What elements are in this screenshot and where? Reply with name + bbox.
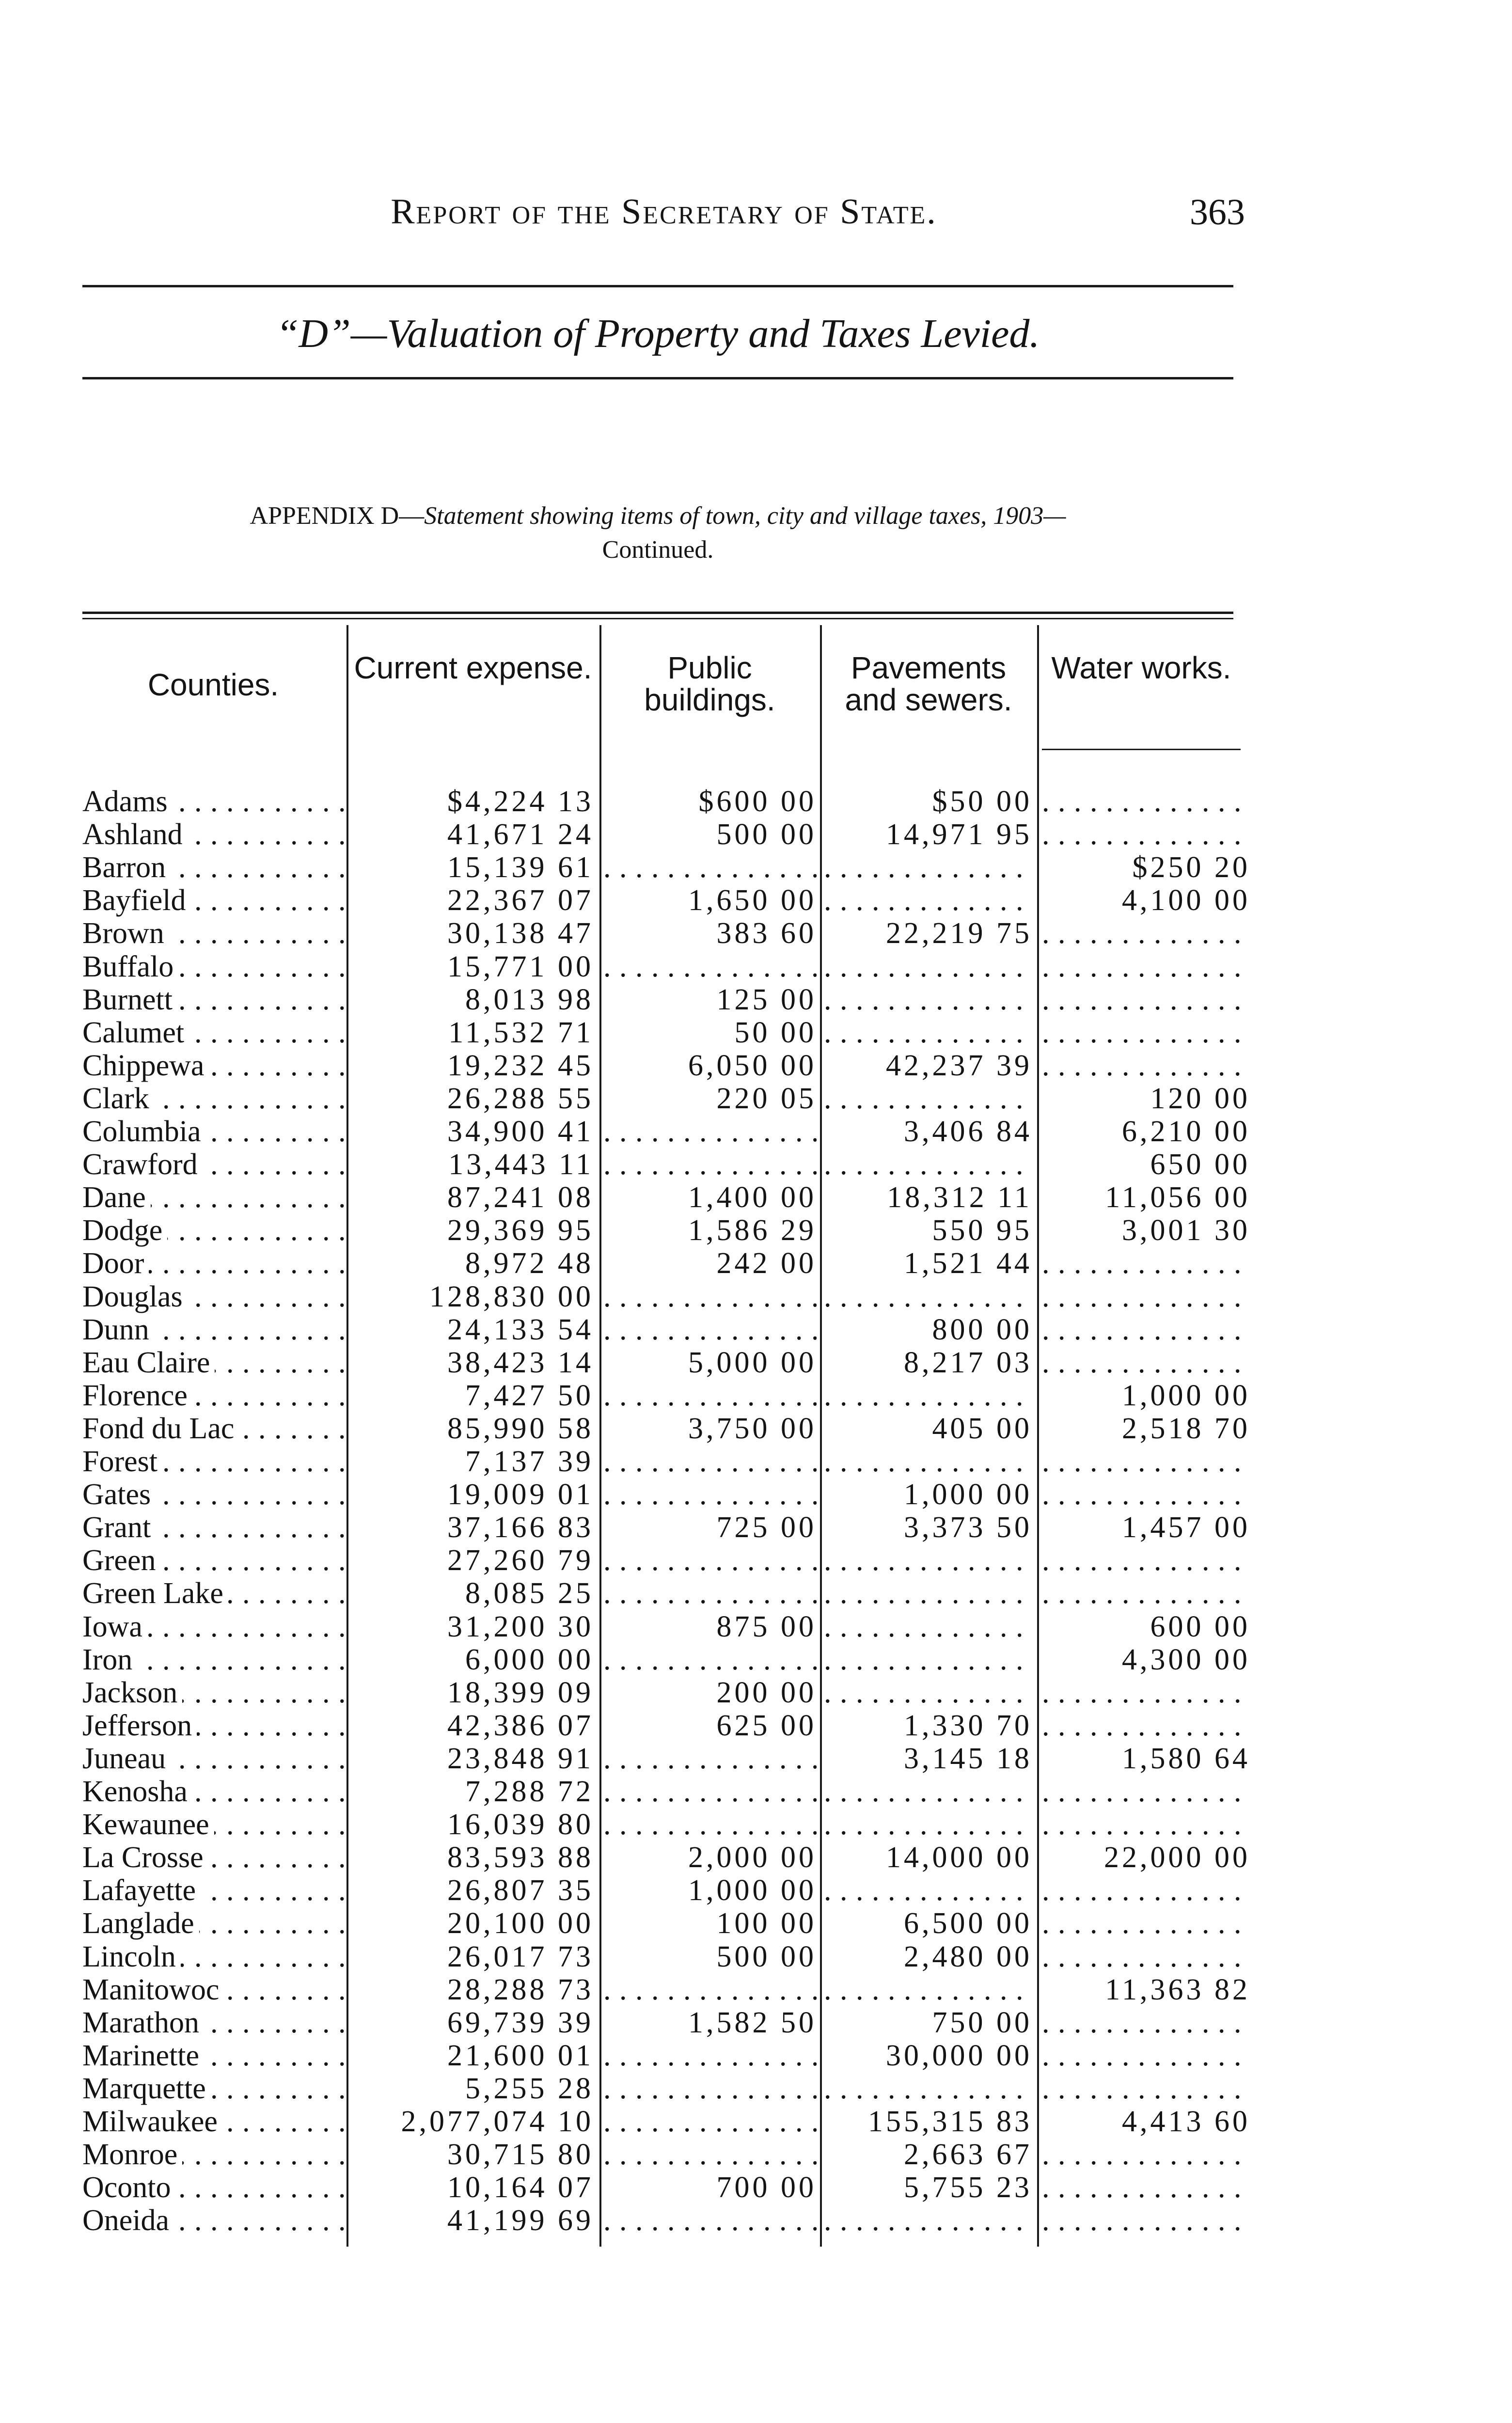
table-cell: 22,000 00 — [1104, 1841, 1250, 1874]
county-name — [82, 1577, 344, 1610]
empty-cell-leader — [1042, 2072, 1250, 2105]
empty-cell-leader — [1042, 1280, 1250, 1313]
table-cell: $250 20 — [1132, 851, 1250, 884]
page-number: 363 — [1190, 192, 1245, 233]
table-cell: 4,413 60 — [1122, 2105, 1250, 2138]
county-label: Adams — [82, 785, 173, 818]
county-name — [82, 2006, 344, 2039]
county-name — [82, 851, 344, 884]
table-cell: 20,100 00 — [447, 1907, 594, 1940]
county-label: Columbia — [82, 1115, 206, 1148]
empty-cell-leader — [603, 1280, 817, 1313]
empty-cell-leader — [1042, 950, 1250, 983]
table-cell: 6,210 00 — [1122, 1115, 1250, 1148]
table-cell: 155,315 83 — [868, 2105, 1032, 2138]
empty-cell-leader — [603, 1148, 817, 1181]
table-cell: 3,001 30 — [1122, 1214, 1250, 1247]
empty-cell-leader — [1042, 1478, 1250, 1511]
appendix-caption — [82, 499, 1233, 567]
empty-cell-leader — [1042, 2204, 1250, 2237]
county-name — [82, 1544, 344, 1577]
county-label: Door — [82, 1247, 149, 1280]
county-label: Eau Claire — [82, 1346, 215, 1379]
county-name — [82, 1412, 344, 1445]
county-name — [82, 1973, 344, 2006]
county-label: Juneau — [82, 1742, 171, 1775]
table-cell: 1,582 50 — [688, 2006, 817, 2039]
county-name — [82, 2204, 344, 2237]
county-label: Jefferson — [82, 1709, 197, 1742]
table-cell: 37,166 83 — [447, 1511, 594, 1544]
county-name — [82, 1313, 344, 1346]
table-cell: 22,367 07 — [447, 884, 594, 917]
empty-cell-leader — [603, 1742, 817, 1775]
table-cell: $600 00 — [698, 785, 817, 818]
table-cell: 87,241 08 — [447, 1181, 594, 1214]
empty-cell-leader — [1042, 818, 1250, 851]
county-label: Gates — [82, 1478, 156, 1511]
empty-cell-leader — [1042, 1940, 1250, 1973]
empty-cell-leader — [1042, 1775, 1250, 1808]
table-cell: 1,586 29 — [688, 1214, 817, 1247]
table-cell: 2,000 00 — [688, 1841, 817, 1874]
county-name — [82, 1907, 344, 1940]
empty-cell-leader — [824, 1874, 1032, 1907]
county-name — [82, 2171, 344, 2204]
table-cell: 725 00 — [716, 1511, 817, 1544]
table-cell: 220 05 — [716, 1082, 817, 1115]
empty-cell-leader — [1042, 1808, 1250, 1841]
table-cell: 26,017 73 — [447, 1940, 594, 1973]
empty-cell-leader — [1042, 1313, 1250, 1346]
county-label: Burnett — [82, 983, 177, 1016]
table-cell: 1,000 00 — [904, 1478, 1032, 1511]
empty-cell-leader — [1042, 1544, 1250, 1577]
table-cell: 1,000 00 — [688, 1874, 817, 1907]
table-cell: 8,217 03 — [904, 1346, 1032, 1379]
empty-cell-leader — [824, 1610, 1032, 1643]
empty-cell-leader — [603, 1643, 817, 1676]
county-label: Langlade — [82, 1907, 199, 1940]
table-cell: 1,330 70 — [904, 1709, 1032, 1742]
empty-cell-leader — [603, 2138, 817, 2171]
empty-cell-leader — [603, 2105, 817, 2138]
column-divider — [599, 625, 601, 2247]
table-top-rule — [82, 612, 1233, 614]
table-cell: 6,500 00 — [904, 1907, 1032, 1940]
county-label: Brown — [82, 917, 169, 950]
table-cell: 3,406 84 — [904, 1115, 1032, 1148]
table-cell: 11,363 82 — [1105, 1973, 1250, 2006]
county-name — [82, 1808, 344, 1841]
header-rule — [1042, 749, 1241, 750]
county-name — [82, 1280, 344, 1313]
table-cell: 1,000 00 — [1122, 1379, 1250, 1412]
empty-cell-leader — [1042, 1049, 1250, 1082]
table-cell: 383 60 — [716, 917, 817, 950]
empty-cell-leader — [603, 1313, 817, 1346]
table-cell: 800 00 — [932, 1313, 1032, 1346]
empty-cell-leader — [824, 1808, 1032, 1841]
table-cell: 18,399 09 — [447, 1676, 594, 1709]
county-label: Lafayette — [82, 1874, 201, 1907]
county-label: Dodge — [82, 1214, 167, 1247]
table-cell: 100 00 — [716, 1907, 817, 1940]
county-name — [82, 1709, 344, 1742]
county-label: Douglas — [82, 1280, 188, 1313]
county-name — [82, 1445, 344, 1478]
column-header-current-expense: Current expense. — [354, 650, 592, 685]
table-cell: 24,133 54 — [447, 1313, 594, 1346]
empty-cell-leader — [1042, 1247, 1250, 1280]
empty-cell-leader — [824, 884, 1032, 917]
table-cell: 3,145 18 — [904, 1742, 1032, 1775]
table-cell: 8,013 98 — [465, 983, 594, 1016]
column-header-water-works: Water works. — [1051, 650, 1231, 685]
county-label: Milwaukee — [82, 2105, 222, 2138]
county-label: Barron — [82, 851, 171, 884]
table-cell: 41,199 69 — [447, 2204, 594, 2237]
empty-cell-leader — [824, 1082, 1032, 1115]
county-label: Forest — [82, 1445, 162, 1478]
empty-cell-leader — [603, 1478, 817, 1511]
table-cell: 23,848 91 — [447, 1742, 594, 1775]
table-cell: 7,137 39 — [465, 1445, 594, 1478]
county-label: Kenosha — [82, 1775, 192, 1808]
column-header-pavements-sewers: Pavements and sewers. — [845, 650, 1012, 717]
table-cell: 4,100 00 — [1122, 884, 1250, 917]
county-label: Marinette — [82, 2039, 204, 2072]
empty-cell-leader — [1042, 1709, 1250, 1742]
table-cell: 2,518 70 — [1122, 1412, 1250, 1445]
table-cell: 15,771 00 — [447, 950, 594, 983]
table-cell: $50 00 — [932, 785, 1032, 818]
county-name — [82, 785, 344, 818]
county-name — [82, 2105, 344, 2138]
empty-cell-leader — [824, 1016, 1032, 1049]
table-cell: 69,739 39 — [447, 2006, 594, 2039]
table-cell: 7,288 72 — [465, 1775, 594, 1808]
county-name — [82, 1016, 344, 1049]
empty-cell-leader — [603, 1544, 817, 1577]
table-cell: 11,532 71 — [448, 1016, 594, 1049]
table-cell: 125 00 — [716, 983, 817, 1016]
table-cell: 500 00 — [716, 818, 817, 851]
empty-cell-leader — [824, 1280, 1032, 1313]
county-label: Crawford — [82, 1148, 203, 1181]
empty-cell-leader — [824, 1577, 1032, 1610]
county-label: Jackson — [82, 1676, 182, 1709]
table-cell: 83,593 88 — [447, 1841, 594, 1874]
county-label: Buffalo — [82, 950, 178, 983]
county-label: Dunn — [82, 1313, 154, 1346]
empty-cell-leader — [603, 1577, 817, 1610]
empty-cell-leader — [603, 2204, 817, 2237]
table-cell: 750 00 — [932, 2006, 1032, 2039]
empty-cell-leader — [1042, 1577, 1250, 1610]
empty-cell-leader — [603, 1115, 817, 1148]
table-cell: 21,600 01 — [447, 2039, 594, 2072]
table-cell: 2,663 67 — [904, 2138, 1032, 2171]
empty-cell-leader — [824, 2072, 1032, 2105]
county-label: Bayfield — [82, 884, 191, 917]
section-title: “D”—Valuation of Property and Taxes Levied. — [276, 311, 1040, 356]
table-cell: 30,715 80 — [447, 2138, 594, 2171]
empty-cell-leader — [824, 1379, 1032, 1412]
county-label: Calumet — [82, 1016, 189, 1049]
table-cell: 5,755 23 — [904, 2171, 1032, 2204]
table-cell: 405 00 — [932, 1412, 1032, 1445]
running-head: Report of the Secretary of State. — [391, 192, 937, 232]
county-name — [82, 1940, 344, 1973]
county-name — [82, 1082, 344, 1115]
table-cell: 500 00 — [716, 1940, 817, 1973]
empty-cell-leader — [824, 851, 1032, 884]
table-cell: 650 00 — [1150, 1148, 1250, 1181]
empty-cell-leader — [1042, 1016, 1250, 1049]
table-cell: 8,085 25 — [465, 1577, 594, 1610]
table-cell: 242 00 — [716, 1247, 817, 1280]
county-label: Ashland — [82, 818, 188, 851]
empty-cell-leader — [1042, 1676, 1250, 1709]
empty-cell-leader — [1042, 2138, 1250, 2171]
county-label: Oneida — [82, 2204, 174, 2237]
county-name — [82, 1148, 344, 1181]
table-cell: 1,457 00 — [1122, 1511, 1250, 1544]
county-label: Fond du Lac — [82, 1412, 239, 1445]
empty-cell-leader — [1042, 785, 1250, 818]
table-cell: 16,039 80 — [447, 1808, 594, 1841]
county-name — [82, 1610, 344, 1643]
table-cell: 5,255 28 — [465, 2072, 594, 2105]
table-cell: 1,580 64 — [1122, 1742, 1250, 1775]
county-name — [82, 1841, 344, 1874]
table-cell: 700 00 — [716, 2171, 817, 2204]
empty-cell-leader — [824, 2204, 1032, 2237]
empty-cell-leader — [824, 1445, 1032, 1478]
empty-cell-leader — [1042, 917, 1250, 950]
table-cell: 6,000 00 — [465, 1643, 594, 1676]
table-cell: 2,480 00 — [904, 1940, 1032, 1973]
county-name — [82, 1181, 344, 1214]
county-name — [82, 884, 344, 917]
table-cell: 6,050 00 — [688, 1049, 817, 1082]
table-cell: 128,830 00 — [429, 1280, 594, 1313]
empty-cell-leader — [603, 1445, 817, 1478]
county-label: Clark — [82, 1082, 154, 1115]
top-rule — [82, 285, 1233, 287]
table-cell: 18,312 11 — [887, 1181, 1032, 1214]
column-header-public-buildings: Public buildings. — [644, 650, 775, 717]
empty-cell-leader — [1042, 1874, 1250, 1907]
table-cell: 14,000 00 — [886, 1841, 1032, 1874]
empty-cell-leader — [603, 1775, 817, 1808]
county-name — [82, 1478, 344, 1511]
table-cell: 19,232 45 — [447, 1049, 594, 1082]
empty-cell-leader — [824, 950, 1032, 983]
table-cell: 14,971 95 — [886, 818, 1032, 851]
county-name — [82, 818, 344, 851]
county-label: Lincoln — [82, 1940, 181, 1973]
table-cell: 34,900 41 — [447, 1115, 594, 1148]
county-label: Kewaunee — [82, 1808, 214, 1841]
empty-cell-leader — [603, 851, 817, 884]
county-label: Green — [82, 1544, 160, 1577]
county-name — [82, 1643, 344, 1676]
table-cell: 26,288 55 — [447, 1082, 594, 1115]
county-label: Manitowoc — [82, 1973, 224, 2006]
county-name — [82, 1214, 344, 1247]
table-cell: 10,164 07 — [447, 2171, 594, 2204]
empty-cell-leader — [603, 2039, 817, 2072]
table-cell: 19,009 01 — [447, 1478, 594, 1511]
county-label: Monroe — [82, 2138, 182, 2171]
county-name — [82, 983, 344, 1016]
appendix-label: APPENDIX D— — [250, 502, 425, 530]
table-cell: 7,427 50 — [465, 1379, 594, 1412]
table-cell: 550 95 — [932, 1214, 1032, 1247]
empty-cell-leader — [603, 1808, 817, 1841]
column-divider — [820, 625, 822, 2247]
table-cell: 625 00 — [716, 1709, 817, 1742]
empty-cell-leader — [1042, 2039, 1250, 2072]
column-header-counties: Counties. — [147, 667, 279, 702]
table-cell: 120 00 — [1150, 1082, 1250, 1115]
table-cell: 31,200 30 — [447, 1610, 594, 1643]
county-label: Iron — [82, 1643, 137, 1676]
county-name — [82, 1379, 344, 1412]
county-name — [82, 1049, 344, 1082]
county-name — [82, 1874, 344, 1907]
table-cell: 3,373 50 — [904, 1511, 1032, 1544]
title-rule — [82, 377, 1233, 379]
county-name — [82, 1775, 344, 1808]
county-label: Florence — [82, 1379, 192, 1412]
table-cell: 27,260 79 — [447, 1544, 594, 1577]
county-label: Oconto — [82, 2171, 176, 2204]
table-cell: 30,138 47 — [447, 917, 594, 950]
table-cell: 5,000 00 — [688, 1346, 817, 1379]
table-cell: 1,400 00 — [688, 1181, 817, 1214]
column-divider — [1037, 625, 1039, 2247]
county-name — [82, 1742, 344, 1775]
empty-cell-leader — [1042, 2006, 1250, 2039]
appendix-statement: Statement showing items of town, city and village taxes, 1903— — [424, 502, 1066, 530]
table-cell: 29,369 95 — [447, 1214, 594, 1247]
county-name — [82, 1115, 344, 1148]
empty-cell-leader — [824, 1973, 1032, 2006]
county-name — [82, 1511, 344, 1544]
county-name — [82, 2072, 344, 2105]
column-divider — [346, 625, 348, 2247]
empty-cell-leader — [1042, 2171, 1250, 2204]
empty-cell-leader — [824, 1643, 1032, 1676]
table-top-rule-2 — [82, 618, 1233, 619]
empty-cell-leader — [824, 1775, 1032, 1808]
table-cell: 42,386 07 — [447, 1709, 594, 1742]
county-name — [82, 950, 344, 983]
table-cell: 1,521 44 — [904, 1247, 1032, 1280]
table-cell: 28,288 73 — [447, 1973, 594, 2006]
table-cell: 200 00 — [716, 1676, 817, 1709]
county-label: Dane — [82, 1181, 151, 1214]
empty-cell-leader — [1042, 983, 1250, 1016]
county-name — [82, 1676, 344, 1709]
table-cell: 8,972 48 — [465, 1247, 594, 1280]
appendix-continued: Continued. — [602, 536, 714, 564]
empty-cell-leader — [824, 1148, 1032, 1181]
table-cell: 50 00 — [734, 1016, 817, 1049]
table-cell: 41,671 24 — [447, 818, 594, 851]
empty-cell-leader — [603, 950, 817, 983]
county-name — [82, 1346, 344, 1379]
county-label: Chippewa — [82, 1049, 209, 1082]
table-cell: 26,807 35 — [447, 1874, 594, 1907]
county-name — [82, 1247, 344, 1280]
table-cell: 30,000 00 — [886, 2039, 1032, 2072]
county-label: Green Lake — [82, 1577, 228, 1610]
table-cell: $4,224 13 — [447, 785, 594, 818]
table-cell: 875 00 — [716, 1610, 817, 1643]
table-cell: 42,237 39 — [886, 1049, 1032, 1082]
empty-cell-leader — [603, 1379, 817, 1412]
empty-cell-leader — [603, 1973, 817, 2006]
county-name — [82, 2039, 344, 2072]
empty-cell-leader — [603, 2072, 817, 2105]
empty-cell-leader — [1042, 1907, 1250, 1940]
empty-cell-leader — [824, 1544, 1032, 1577]
table-cell: 4,300 00 — [1122, 1643, 1250, 1676]
empty-cell-leader — [824, 1676, 1032, 1709]
county-label: Marathon — [82, 2006, 204, 2039]
county-name — [82, 2138, 344, 2171]
county-label: La Crosse — [82, 1841, 208, 1874]
table-cell: 22,219 75 — [886, 917, 1032, 950]
empty-cell-leader — [1042, 1346, 1250, 1379]
table-cell: 3,750 00 — [688, 1412, 817, 1445]
table-cell: 85,990 58 — [447, 1412, 594, 1445]
table-cell: 13,443 11 — [448, 1148, 594, 1181]
table-cell: 2,077,074 10 — [401, 2105, 594, 2138]
county-label: Grant — [82, 1511, 156, 1544]
empty-cell-leader — [1042, 1445, 1250, 1478]
county-label: Iowa — [82, 1610, 147, 1643]
county-name — [82, 917, 344, 950]
table-cell: 1,650 00 — [688, 884, 817, 917]
table-cell: 15,139 61 — [447, 851, 594, 884]
table-cell: 11,056 00 — [1105, 1181, 1250, 1214]
empty-cell-leader — [824, 983, 1032, 1016]
table-cell: 38,423 14 — [447, 1346, 594, 1379]
table-cell: 600 00 — [1150, 1610, 1250, 1643]
county-label: Marquette — [82, 2072, 211, 2105]
